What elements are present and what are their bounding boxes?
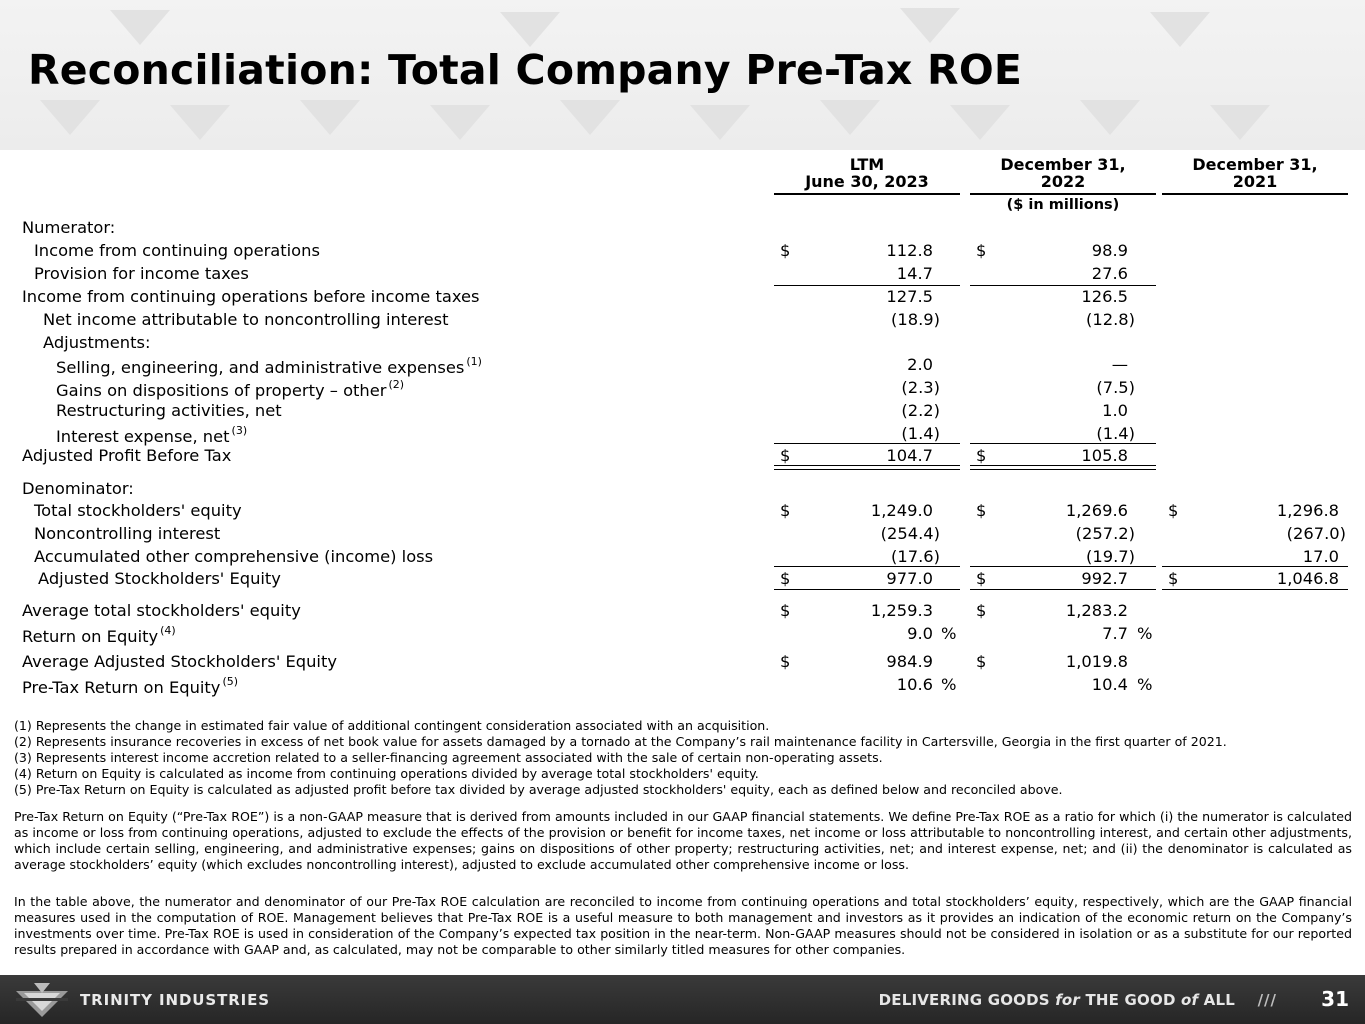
column-header-line1: December 31, [1192, 155, 1318, 174]
brand-name: TRINITY INDUSTRIES [80, 991, 270, 1009]
value-ltm: 1,259.3 [870, 601, 933, 620]
table-row [0, 652, 1365, 674]
header-rule [1162, 193, 1348, 195]
table-row [0, 401, 1365, 423]
row-label-text: Return on Equity [22, 627, 159, 646]
column-header-ltm [774, 156, 960, 190]
table-row [0, 601, 1365, 623]
value-ltm: 104.7 [886, 446, 933, 465]
footnote-ref: (5) [222, 675, 239, 688]
reconciliation-paragraph: In the table above, the numerator and denominator of our Pre-Tax ROE calculation are reconciled to income from continuing operations and total stockholders’ equity, respectively, which are the GAAP financial measures used in the computation of ROE. Management believes that Pre-Tax ROE is a useful measure to both management and investors as it provides an indication of the economic return on the Company’s investments over time. Pre-Tax ROE is used in consideration of the Company’s expected tax position in the near-term. Non-GAAP measures should not be considered in isolation or as a substitute for our reported results prepared in accordance with GAAP and, as calculated, may not be comparable to other similarly titled measures for other companies. [14, 894, 1352, 957]
column-header-line2: 2022 [1040, 172, 1086, 191]
currency-symbol: $ [976, 241, 987, 260]
tagline [879, 991, 1235, 1009]
subtotal-rule [970, 566, 1156, 567]
value-ltm: 9.0 [907, 624, 933, 643]
currency-symbol: $ [780, 601, 791, 620]
table-row [0, 424, 1365, 446]
currency-symbol: $ [780, 241, 791, 260]
value-2021: 1,046.8 [1276, 569, 1339, 588]
header-rule [970, 193, 1156, 195]
total-rule [774, 589, 960, 590]
table-row [0, 446, 1365, 468]
subtotal-rule [970, 285, 1156, 286]
value-2022: 105.8 [1081, 446, 1128, 465]
table-row [0, 264, 1365, 286]
row-label: Accumulated other comprehensive (income) loss [34, 547, 434, 566]
footer-bar [0, 975, 1365, 1024]
total-double-rule [970, 465, 1156, 470]
tagline-italic: for [1055, 991, 1081, 1009]
row-label-text: Selling, engineering, and administrative expenses [56, 358, 465, 377]
units-label: ($ in millions) [1006, 197, 1120, 213]
currency-symbol: $ [976, 501, 987, 520]
value-2022: 1,269.6 [1065, 501, 1128, 520]
footnote-ref: (1) [466, 355, 482, 368]
row-label-text: Pre-Tax Return on Equity [22, 678, 221, 697]
divider-slashes: /// [1257, 991, 1277, 1009]
value-2022: 992.7 [1081, 569, 1128, 588]
definition-paragraph: Pre-Tax Return on Equity (“Pre-Tax ROE”) is a non-GAAP measure that is derived from amounts included in our GAAP financial statements. We define Pre-Tax ROE as a ratio for which (i) the numerator is calculated as income or loss from continuing operations, adjusted to exclude the effects of the provision or benefit for income taxes, net income or loss attributable to noncontrolling interest, and certain other adjustments, which include certain selling, engineering, and administrative expenses; gains on dispositions of other property; restructuring activities, net; and interest expense, net; and (ii) the denominator is calculated as average stockholders’ equity (which excludes noncontrolling interest), adjusted to exclude accumulated other comprehensive income or loss. [14, 809, 1352, 872]
row-label-text: Gains on dispositions of property – other [56, 381, 387, 400]
currency-symbol: $ [1168, 501, 1179, 520]
total-double-rule [774, 465, 960, 470]
table-row [0, 310, 1365, 332]
table-row [0, 624, 1365, 646]
row-label [56, 378, 404, 400]
row-label [56, 355, 482, 377]
column-header-line2: June 30, 2023 [805, 172, 929, 191]
currency-symbol: $ [976, 601, 987, 620]
footnote: (5) Pre-Tax Return on Equity is calculated as adjusted profit before tax divided by average adjusted stockholders' equity, each as defined below and reconciled above. [14, 782, 1063, 797]
currency-symbol: $ [780, 652, 791, 671]
subtotal-rule [970, 443, 1156, 444]
subtotal-rule [774, 285, 960, 286]
row-label: Noncontrolling interest [34, 524, 221, 543]
value-2022: 27.6 [1091, 264, 1128, 283]
section-label: Numerator: [22, 218, 116, 237]
table-row [0, 675, 1365, 697]
value-2021: (267.0) [1286, 524, 1346, 543]
table-row [0, 241, 1365, 263]
value-ltm: 984.9 [886, 652, 933, 671]
section-label: Adjustments: [43, 333, 151, 352]
row-label [56, 424, 247, 446]
table-row [0, 333, 1365, 355]
value-ltm: 10.6 [896, 675, 933, 694]
value-ltm: (254.4) [880, 524, 940, 543]
value-2022: 7.7 [1102, 624, 1128, 643]
value-ltm: 14.7 [896, 264, 933, 283]
value-ltm: (1.4) [901, 424, 940, 443]
value-2022: (257.2) [1075, 524, 1135, 543]
footnote: (2) Represents insurance recoveries in excess of net book value for assets damaged by a tornado at the Company’s rail maintenance facility in Cartersville, Georgia in the first quarter of 2021. [14, 734, 1227, 749]
row-label: Average Adjusted Stockholders' Equity [22, 652, 337, 671]
footnote-ref: (3) [231, 424, 248, 437]
table-row [0, 287, 1365, 309]
currency-symbol: $ [780, 501, 791, 520]
value-2022: 1,283.2 [1065, 601, 1128, 620]
value-ltm: 2.0 [907, 355, 933, 374]
currency-symbol: $ [780, 569, 791, 588]
row-label: Provision for income taxes [34, 264, 249, 283]
trinity-logo-icon [14, 981, 70, 1019]
value-2021: 1,296.8 [1276, 501, 1339, 520]
percent-sign: % [1137, 675, 1153, 694]
value-ltm: (2.2) [901, 401, 940, 420]
row-label-text: Interest expense, net [56, 427, 230, 446]
percent-sign: % [941, 624, 957, 643]
value-2022: (12.8) [1086, 310, 1135, 329]
row-label: Adjusted Stockholders' Equity [38, 569, 281, 588]
table-row [0, 524, 1365, 546]
table-row [0, 378, 1365, 400]
table-row [0, 569, 1365, 591]
tagline-italic: of [1181, 991, 1199, 1009]
row-label: Income from continuing operations [34, 241, 320, 260]
currency-symbol: $ [976, 446, 987, 465]
footnote: (3) Represents interest income accretion related to a seller-financing agreement associated with the sale of certain non-operating assets. [14, 750, 883, 765]
value-2022: 10.4 [1091, 675, 1128, 694]
tagline-part: DELIVERING GOODS [878, 991, 1056, 1009]
currency-symbol: $ [780, 446, 791, 465]
value-2022: 98.9 [1091, 241, 1128, 260]
subtotal-rule [774, 443, 960, 444]
tagline-part: ALL [1198, 991, 1235, 1009]
percent-sign: % [1137, 624, 1153, 643]
page-title: Reconciliation: Total Company Pre-Tax ROE [28, 46, 1023, 94]
footnote: (4) Return on Equity is calculated as income from continuing operations divided by average total stockholders' equity. [14, 766, 759, 781]
row-label: Income from continuing operations before income taxes [22, 287, 480, 306]
subtotal-rule [774, 566, 960, 567]
value-ltm: (18.9) [891, 310, 940, 329]
table-row [0, 547, 1365, 569]
row-label: Adjusted Profit Before Tax [22, 446, 232, 465]
total-rule [1162, 589, 1348, 590]
row-label: Total stockholders' equity [34, 501, 242, 520]
row-label: Net income attributable to noncontrolling interest [43, 310, 449, 329]
footnote: (1) Represents the change in estimated fair value of additional contingent consideration associated with an acquisition. [14, 718, 770, 733]
value-ltm: 1,249.0 [870, 501, 933, 520]
value-2022: (7.5) [1096, 378, 1135, 397]
total-rule [970, 589, 1156, 590]
section-label: Denominator: [22, 479, 134, 498]
currency-symbol: $ [976, 652, 987, 671]
table-row [0, 355, 1365, 377]
footnote-ref: (2) [388, 378, 405, 391]
tagline-part: THE GOOD [1080, 991, 1182, 1009]
value-2022: 1,019.8 [1065, 652, 1128, 671]
header-rule [774, 193, 960, 195]
row-label: Restructuring activities, net [56, 401, 282, 420]
value-2022: 126.5 [1081, 287, 1128, 306]
value-2022: (1.4) [1096, 424, 1135, 443]
column-header-line1: December 31, [1000, 155, 1126, 174]
column-header-line2: 2021 [1232, 172, 1278, 191]
subtotal-rule [1162, 566, 1348, 567]
percent-sign: % [941, 675, 957, 694]
value-2022: (19.7) [1086, 547, 1135, 566]
column-header-2022 [970, 156, 1156, 190]
row-label [22, 675, 238, 697]
page-number: 31 [1321, 987, 1349, 1011]
row-label [22, 624, 176, 646]
row-label: Average total stockholders' equity [22, 601, 301, 620]
footnote-ref: (4) [160, 624, 176, 637]
currency-symbol: $ [1168, 569, 1179, 588]
table-row [0, 479, 1365, 501]
currency-symbol: $ [976, 569, 987, 588]
footnotes [14, 718, 1352, 798]
value-2022: 1.0 [1102, 401, 1128, 420]
value-ltm: (2.3) [901, 378, 940, 397]
value-2022: — [1111, 355, 1128, 374]
value-ltm: 112.8 [886, 241, 933, 260]
value-2021: 17.0 [1302, 547, 1339, 566]
column-header-2021 [1162, 156, 1348, 190]
value-ltm: 977.0 [886, 569, 933, 588]
value-ltm: 127.5 [886, 287, 933, 306]
table-row [0, 218, 1365, 240]
table-row [0, 501, 1365, 523]
column-header-line1: LTM [849, 155, 885, 174]
value-ltm: (17.6) [891, 547, 940, 566]
